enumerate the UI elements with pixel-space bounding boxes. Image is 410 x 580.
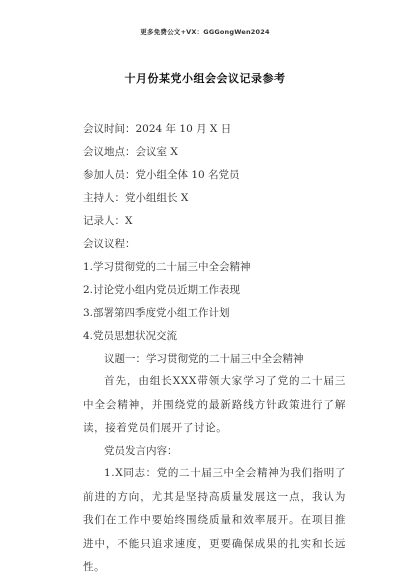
meeting-attendees: 参加人员：党小组全体 10 名党员 bbox=[83, 169, 240, 181]
speech-heading: 党员发言内容： bbox=[104, 445, 178, 457]
agenda-item: 3.部署第四季度党小组工作计划 bbox=[83, 307, 230, 319]
meeting-recorder: 记录人：X bbox=[83, 215, 133, 227]
paragraph: 首先，由组长XXX带领大家学习了党的二十届三中全会精神，并围绕党的最新路线方针政策进行了解读，接着党员们展开了讨论。 bbox=[83, 375, 346, 434]
agenda-heading: 会议议程： bbox=[83, 238, 136, 250]
meeting-time: 会议时间：2024 年 10 月 X 日 bbox=[83, 123, 232, 135]
meeting-place: 会议地点：会议室 X bbox=[83, 146, 178, 158]
topic-heading: 议题一：学习贯彻党的二十届三中全会精神 bbox=[104, 353, 304, 365]
agenda-item: 4.党员思想状况交流 bbox=[83, 330, 178, 342]
agenda-item: 1.学习贯彻党的二十届三中全会精神 bbox=[83, 261, 251, 273]
paragraph: 1.X同志：党的二十届三中全会精神为我们指明了前进的方向，尤其是坚持高质量发展这一点，我认为我们在工作中要始终围绕质量和效率展开。在项目推进中，不能只追求速度，更要确保成果的扎实和长远性。 bbox=[83, 467, 346, 573]
document-title: 十月份某党小组会会议记录参考 bbox=[124, 72, 286, 85]
meeting-host: 主持人：党小组组长 X bbox=[83, 192, 189, 204]
header-note: 更多免费公文+VX：GGGongWen2024 bbox=[140, 28, 270, 36]
agenda-item: 2.讨论党小组内党员近期工作表现 bbox=[83, 284, 241, 296]
